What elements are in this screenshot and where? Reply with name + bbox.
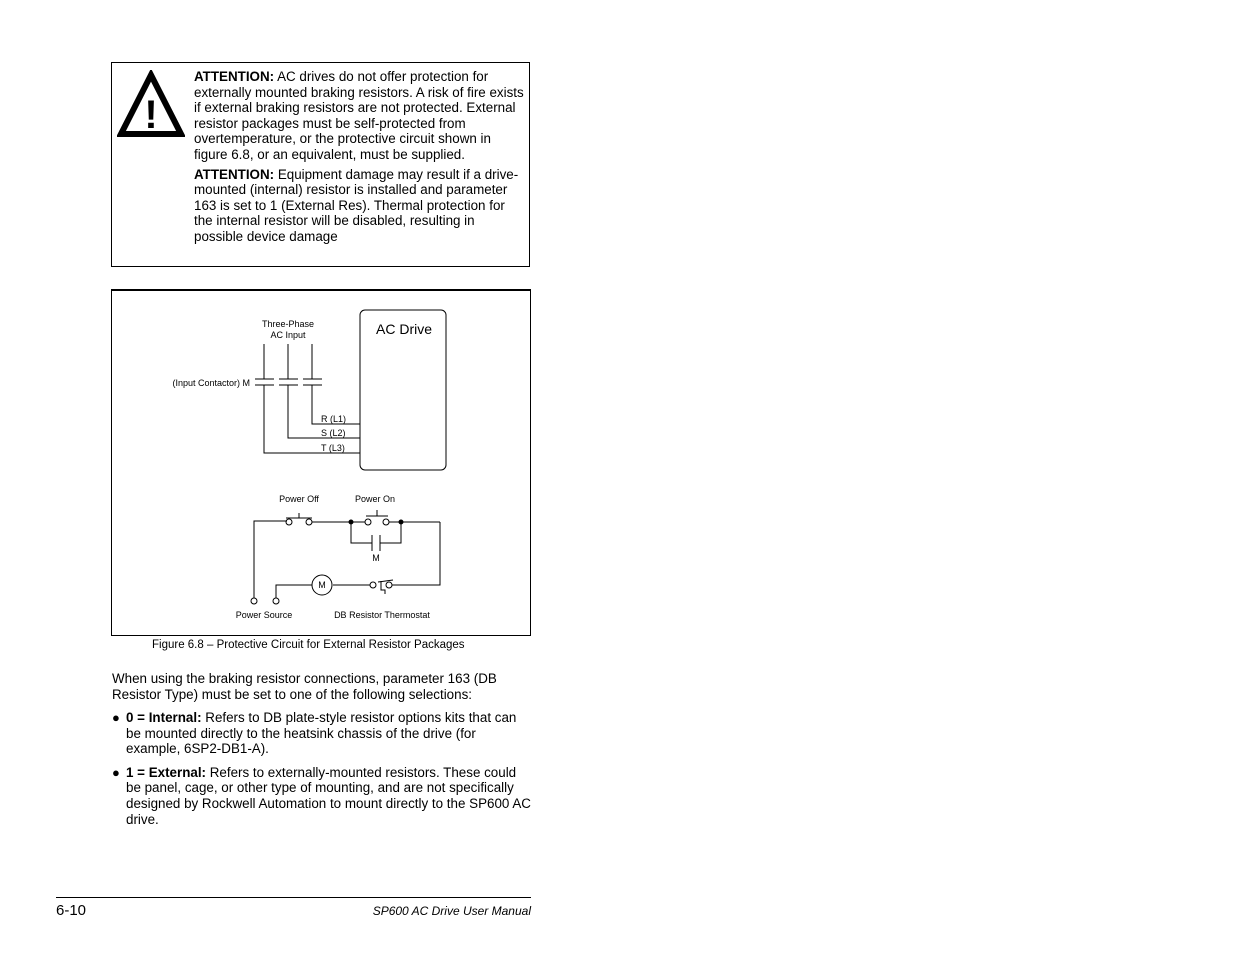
bullet-dot: ● [112,710,120,725]
attention-label: ATTENTION: [194,166,275,182]
power-off-contact [286,519,292,525]
bullet-text: Refers to DB plate-style resistor options kits that can be mounted directly to the heatsink chassis of the drive (for example, 6SP2-DB1-A). [126,710,517,757]
bullet-dot: ● [112,764,120,780]
bullet-label: 0 = Internal: [126,710,202,725]
power-on-label: Power On [354,494,396,504]
power-source-terminal [251,598,257,604]
r-l1-label: R (L1) [321,414,347,424]
footer-rule [56,897,531,898]
protective-circuit-diagram [112,291,530,635]
input-contactor-label: (Input Contactor) M [172,378,250,388]
thermostat-contact [386,582,392,588]
attention-box [111,62,530,267]
attention-text [194,69,524,249]
intro-paragraph: When using the braking resistor connections, parameter 163 (DB Resistor Type) must be set to one of the following selections: [112,671,497,702]
seal-in-m-label: M [372,553,380,563]
attention-text-1: AC drives do not offer protection for externally mounted braking resistors. A risk of fire exists if external braking resistors are not protected. External resistor packages must be self-protected from overtemperature, or the protective circuit shown in figure 6.8, or an equivalent, must be supplied. [194,69,524,162]
manual-title: SP600 AC Drive User Manual [372,904,531,918]
s-l2-label: S (L2) [321,428,346,438]
list-item [112,710,532,757]
ac-drive-label: AC Drive [376,321,433,337]
list-item [112,765,532,827]
bullet-text: Refers to externally-mounted resistors. These could be panel, cage, or other type of mounting, and are not specifically designed by Rockwell Automation to mount directly to the SP600 AC drive. [126,764,531,827]
db-thermostat-label: DB Resistor Thermostat [334,610,430,620]
power-off-label: Power Off [279,494,319,504]
bullet-list [112,710,532,835]
t-l3-label: T (L3) [321,443,345,453]
power-off-contact [306,519,312,525]
attention-para-2 [194,167,524,245]
page-number: 6-10 [56,902,87,919]
attention-label: ATTENTION: [194,69,275,84]
warning-triangle-icon [117,70,185,138]
power-on-contact [365,519,371,525]
thermostat-contact [370,582,376,588]
svg-text:!: ! [144,93,158,137]
figure-box [111,289,531,636]
bullet-label: 1 = External: [126,764,207,780]
coil-m-label: M [318,580,326,590]
attention-para-1 [194,69,524,163]
figure-caption: Figure 6.8 – Protective Circuit for External Resistor Packages [152,639,465,651]
ac-input-label: AC Input [270,330,306,340]
power-on-contact [383,519,389,525]
power-source-label: Power Source [235,610,293,620]
three-phase-label: Three-Phase [261,319,315,329]
attention-text-2: Equipment damage may result if a drive-mounted (internal) resistor is installed and parameter 163 is set to 1 (External Res). Thermal protection for the internal resistor will be disabled, resulting in possible device damage [194,166,519,244]
power-source-terminal [273,598,279,604]
